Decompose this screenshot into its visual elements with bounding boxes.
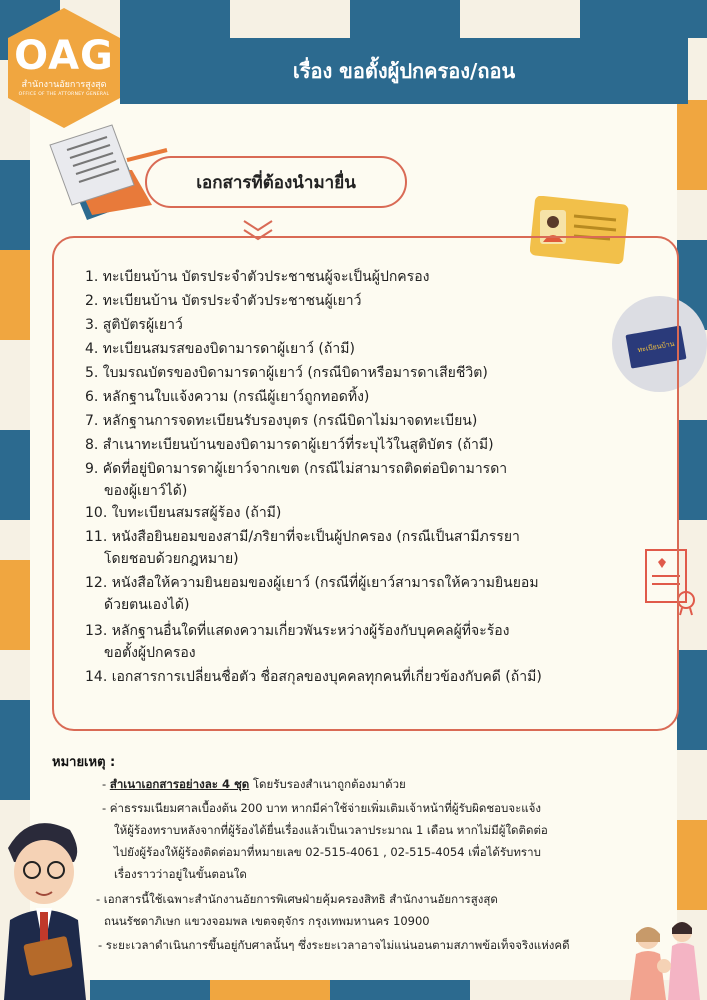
list-item: 12. หนังสือให้ความยินยอมของผู้เยาว์ (กรณีที่ผู้เยาว์สามารถให้ความยินยอม (85, 575, 539, 591)
house-registration-label: ทะเบียนบ้าน (636, 339, 675, 354)
list-item: 6. หลักฐานใบแจ้งความ (กรณีผู้เยาว์ถูกทอดทิ้ง) (85, 389, 370, 405)
note-fee-line: ไปยังผู้ร้องให้ผู้ร้องติดต่อมาที่หมายเลข 02-515-4061 , 02-515-4054 เพื่อได้รับทราบ (114, 845, 541, 859)
note-office-line: ถนนรัชดาภิเษก แขวงจอมพล เขตจตุจักร กรุงเทพมหานคร 10900 (104, 914, 430, 928)
logo-text: OAG (14, 33, 114, 79)
lawyer-character-icon (0, 800, 90, 1000)
list-item: 9. คัดที่อยู่บิดามารดาผู้เยาว์จากเขต (กรณีไม่สามารถติดต่อบิดามารดา (85, 461, 508, 477)
list-item: 4. ทะเบียนสมรสของบิดามารดาผู้เยาว์ (ถ้ามี) (85, 341, 355, 357)
note-duration: - ระยะเวลาดำเนินการขึ้นอยู่กับศาลนั้นๆ ซึ่งระยะเวลาอาจไม่แน่นอนตามสภาพข้อเท็จจริงแห่งคดี (98, 938, 570, 952)
logo-subtitle-en: OFFICE OF THE ATTORNEY GENERAL (18, 92, 110, 97)
note-copies: - สำเนาเอกสารอย่างละ 4 ชุด โดยรับรองสำเนาถูกต้องมาด้วย (102, 777, 406, 791)
note-fee-line: เรื่องราวว่าอยู่ในขั้นตอนใด (114, 867, 247, 881)
list-item: 8. สำเนาทะเบียนบ้านของบิดามารดาผู้เยาว์ที่ระบุไว้ในสูติบัตร (ถ้ามี) (85, 437, 494, 453)
list-item: 2. ทะเบียนบ้าน บัตรประจำตัวประชาชนผู้เยาว์ (85, 293, 362, 309)
list-item-continued: โดยชอบด้วยกฎหมาย) (104, 551, 239, 567)
note-office-line: - เอกสารนี้ใช้เฉพาะสำนักงานอัยการพิเศษฝ่ายคุ้มครองสิทธิ สำนักงานอัยการสูงสุด (96, 892, 498, 906)
list-item: 11. หนังสือยินยอมของสามี/ภริยาที่จะเป็นผู้ปกครอง (กรณีเป็นสามีภรรยา (85, 529, 520, 545)
note-copies-bold: สำเนาเอกสารอย่างละ 4 ชุด (109, 777, 250, 791)
list-item: 5. ใบมรณบัตรของบิดามารดาผู้เยาว์ (กรณีบิดาหรือมารดาเสียชีวิต) (85, 365, 488, 381)
note-copies-rest: โดยรับรองสำเนาถูกต้องมาด้วย (249, 777, 406, 791)
list-item-continued: ด้วยตนเองได้) (104, 597, 190, 613)
notes-title: หมายเหตุ : (52, 755, 116, 770)
note-fee-line: - ค่าธรรมเนียมศาลเบื้องต้น 200 บาท หากมีค่าใช้จ่ายเพิ่มเติมเจ้าหน้าที่ผู้รับผิดชอบจะแจ้ง (102, 801, 542, 815)
list-item: 13. หลักฐานอื่นใดที่แสดงความเกี่ยวพันระหว่างผู้ร้องกับบุคคลผู้ที่จะร้อง (85, 623, 510, 639)
note-fee-line: ให้ผู้ร้องทราบหลังจากที่ผู้ร้องได้ยื่นเรื่องแล้วเป็นเวลาประมาณ 1 เดือน หากไม่มีผู้ใดติดต่อ (114, 823, 548, 837)
list-item: 7. หลักฐานการจดทะเบียนรับรองบุตร (กรณีบิดาไม่มาจดทะเบียน) (85, 413, 478, 429)
list-item: 3. สูติบัตรผู้เยาว์ (85, 317, 183, 333)
list-item: 10. ใบทะเบียนสมรสผู้ร้อง (ถ้ามี) (85, 505, 282, 521)
logo-subtitle: สำนักงานอัยการสูงสุด (21, 80, 107, 90)
family-illustration-icon (622, 914, 707, 1000)
list-item: 1. ทะเบียนบ้าน บัตรประจำตัวประชาชนผู้จะเป็นผู้ปกครอง (85, 269, 430, 285)
list-item-continued: ของผู้เยาว์ได้) (104, 483, 188, 499)
page-title: เรื่อง ขอตั้งผู้ปกครอง/ถอน (292, 59, 516, 83)
list-item-continued: ขอตั้งผู้ปกครอง (104, 645, 196, 661)
list-item: 14. เอกสารการเปลี่ยนชื่อตัว ชื่อสกุลของบุคคลทุกคนที่เกี่ยวข้องกับคดี (ถ้ามี) (85, 669, 542, 685)
section-title: เอกสารที่ต้องนำมายื่น (145, 156, 407, 208)
